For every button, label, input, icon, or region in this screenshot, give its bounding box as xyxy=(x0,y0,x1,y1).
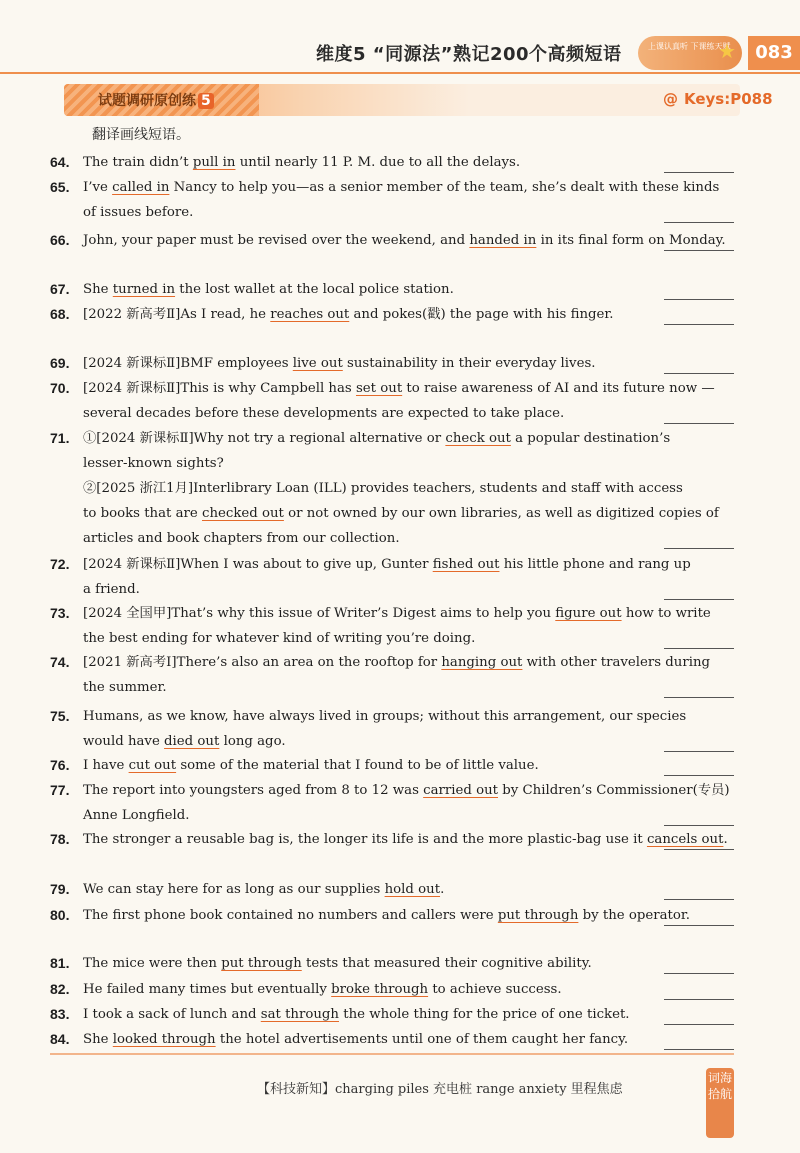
answer-blank[interactable] xyxy=(664,751,734,752)
underlined-phrase: put through xyxy=(221,956,302,971)
question-number: 84. xyxy=(50,1031,70,1047)
question-text-line: Humans, as we know, have always lived in groups; without this arrangement, our species xyxy=(83,709,687,724)
question-text-line: The report into youngsters aged from 8 to 12 was carried out by Children’s Commissioner(专员) xyxy=(83,783,730,798)
question-text-line: would have died out long ago. xyxy=(83,734,286,749)
underlined-phrase: carried out xyxy=(423,783,498,798)
answer-blank[interactable] xyxy=(664,548,734,549)
answer-blank[interactable] xyxy=(664,775,734,776)
underlined-phrase: died out xyxy=(164,734,220,749)
question-number: 76. xyxy=(50,757,70,773)
question-number: 80. xyxy=(50,907,70,923)
question-text-line: of issues before. xyxy=(83,205,194,220)
question-item xyxy=(50,552,740,602)
question-item xyxy=(50,827,740,852)
question-text-line: [2022 新高考Ⅱ]As I read, he reaches out and pokes(戳) the page with his finger. xyxy=(83,307,614,322)
underlined-phrase: set out xyxy=(355,381,403,396)
question-item xyxy=(50,1027,740,1052)
question-item xyxy=(50,150,740,175)
question-text-line: the best ending for whatever kind of writing you’re doing. xyxy=(83,631,476,646)
answer-blank[interactable] xyxy=(664,825,734,826)
question-number: 70. xyxy=(50,380,70,396)
question-text-line: I’ve called in Nancy to help you—as a senior member of the team, she’s dealt with these kinds xyxy=(83,180,720,195)
underlined-phrase: figure out xyxy=(555,606,622,621)
instruction: 翻译画线短语。 xyxy=(92,127,190,143)
question-item xyxy=(50,903,740,928)
question-number: 83. xyxy=(50,1006,70,1022)
question-number: 81. xyxy=(50,955,70,971)
question-number: 77. xyxy=(50,782,70,798)
answer-key-ref xyxy=(663,90,773,108)
answer-blank[interactable] xyxy=(664,373,734,374)
slogan-text: 上课认真听 下课练天赋 xyxy=(648,42,731,51)
answer-blank[interactable] xyxy=(664,423,734,424)
answer-blank[interactable] xyxy=(664,172,734,173)
answer-blank[interactable] xyxy=(664,1024,734,1025)
question-text-line: John, your paper must be revised over the weekend, and handed in in its final form on Monday. xyxy=(83,233,726,248)
question-number: 74. xyxy=(50,654,70,670)
question-text-line: a friend. xyxy=(83,582,140,597)
underlined-phrase: reaches out xyxy=(270,307,350,322)
question-text-line: to books that are checked out or not owned by our own libraries, as well as digitized copies of xyxy=(83,506,719,521)
underlined-phrase: called in xyxy=(112,180,170,195)
question-item xyxy=(50,426,740,551)
question-text-line: articles and book chapters from our collection. xyxy=(83,531,400,546)
question-text-line: the summer. xyxy=(83,680,167,695)
question-item xyxy=(50,376,740,426)
question-item xyxy=(50,175,740,225)
question-text-line: We can stay here for as long as our supplies hold out. xyxy=(83,882,445,897)
at-icon: @ xyxy=(663,90,678,108)
underlined-phrase: live out xyxy=(292,356,343,371)
question-text-line: The stronger a reusable bag is, the longer its life is and the more plastic-bag use it cancels out. xyxy=(83,832,728,847)
question-text-line: I took a sack of lunch and sat through the whole thing for the price of one ticket. xyxy=(83,1007,630,1022)
question-number: 67. xyxy=(50,281,70,297)
answer-blank[interactable] xyxy=(664,1049,734,1050)
question-text-line: He failed many times but eventually broke through to achieve success. xyxy=(83,982,562,997)
answer-blank[interactable] xyxy=(664,599,734,600)
question-text-line: [2024 全国甲]That’s why this issue of Writer’s Digest aims to help you figure out how to write xyxy=(83,606,711,621)
underlined-phrase: hold out xyxy=(384,882,441,897)
underlined-phrase: put through xyxy=(497,908,579,923)
answer-blank[interactable] xyxy=(664,697,734,698)
underlined-phrase: hanging out xyxy=(441,655,523,670)
side-tab: 词海拾航 xyxy=(706,1068,734,1138)
question-text-line: [2024 新课标Ⅱ]When I was about to give up, Gunter fished out his little phone and rang up xyxy=(83,557,691,572)
banner-title-text: 试题调研原创练 xyxy=(98,93,196,109)
question-number: 71. xyxy=(50,430,70,446)
answer-blank[interactable] xyxy=(664,999,734,1000)
underlined-phrase: broke through xyxy=(331,982,429,997)
question-text-line: Anne Longfield. xyxy=(83,808,190,823)
underlined-phrase: sat through xyxy=(260,1007,339,1022)
question-item xyxy=(50,601,740,651)
question-number: 82. xyxy=(50,981,70,997)
question-text-line: lesser-known sights? xyxy=(83,456,224,471)
answer-blank[interactable] xyxy=(664,250,734,251)
underlined-phrase: checked out xyxy=(202,506,284,521)
question-number: 65. xyxy=(50,179,70,195)
question-text-line: The train didn’t pull in until nearly 11 P. M. due to all the delays. xyxy=(83,155,521,170)
underlined-phrase: pull in xyxy=(192,155,236,170)
underlined-phrase: handed in xyxy=(469,233,537,248)
question-number: 75. xyxy=(50,708,70,724)
chapter-title: 维度5 “同源法”熟记200个高频短语 xyxy=(316,44,622,65)
question-item xyxy=(50,302,740,327)
question-text-line: ①[2024 新课标Ⅱ]Why not try a regional alternative or check out a popular destination’s xyxy=(83,431,671,446)
question-number: 69. xyxy=(50,355,70,371)
banner-number: 5 xyxy=(198,93,214,109)
underlined-phrase: fished out xyxy=(432,557,500,572)
answer-blank[interactable] xyxy=(664,222,734,223)
answer-blank[interactable] xyxy=(664,299,734,300)
question-item xyxy=(50,877,740,902)
header-rule xyxy=(0,72,800,74)
footer-tip: 【科技新知】charging piles 充电桩 range anxiety 里程焦虑 xyxy=(257,1082,623,1097)
question-number: 64. xyxy=(50,154,70,170)
question-item xyxy=(50,1002,740,1027)
underlined-phrase: cut out xyxy=(128,758,177,773)
answer-blank[interactable] xyxy=(664,849,734,850)
question-number: 68. xyxy=(50,306,70,322)
answer-blank[interactable] xyxy=(664,648,734,649)
question-number: 66. xyxy=(50,232,70,248)
answer-blank[interactable] xyxy=(664,973,734,974)
question-text-line: several decades before these developments are expected to take place. xyxy=(83,406,565,421)
question-text-line: The first phone book contained no numbers and callers were put through by the operator. xyxy=(83,908,691,923)
question-item xyxy=(50,951,740,976)
question-text-line: She turned in the lost wallet at the local police station. xyxy=(83,282,454,297)
section-banner xyxy=(64,84,773,116)
question-text-line: [2024 新课标Ⅱ]BMF employees live out sustainability in their everyday lives. xyxy=(83,356,596,371)
question-text-line: ②[2025 浙江1月]Interlibrary Loan (ILL) provides teachers, students and staff with access xyxy=(83,481,683,496)
question-number: 79. xyxy=(50,881,70,897)
keys-label: Keys:P088 xyxy=(684,90,773,108)
underlined-phrase: cancels out xyxy=(646,832,724,847)
bottom-rule xyxy=(50,1053,734,1055)
question-text-line: The mice were then put through tests that measured their cognitive ability. xyxy=(83,956,592,971)
question-item xyxy=(50,977,740,1002)
question-number: 73. xyxy=(50,605,70,621)
answer-blank[interactable] xyxy=(664,925,734,926)
answer-blank[interactable] xyxy=(664,899,734,900)
question-item xyxy=(50,351,740,376)
page-number: 083 xyxy=(748,36,800,70)
question-item xyxy=(50,704,740,754)
answer-blank[interactable] xyxy=(664,324,734,325)
underlined-phrase: looked through xyxy=(112,1032,216,1047)
underlined-phrase: check out xyxy=(445,431,511,446)
question-item xyxy=(50,753,740,778)
star-icon: ★ xyxy=(718,39,736,63)
banner-title xyxy=(98,90,214,110)
question-item xyxy=(50,778,740,828)
question-text-line: She looked through the hotel advertisements until one of them caught her fancy. xyxy=(83,1032,629,1047)
question-text-line: I have cut out some of the material that I found to be of little value. xyxy=(83,758,539,773)
question-number: 78. xyxy=(50,831,70,847)
question-item xyxy=(50,277,740,302)
question-number: 72. xyxy=(50,556,70,572)
question-item xyxy=(50,228,740,253)
underlined-phrase: turned in xyxy=(112,282,176,297)
question-item xyxy=(50,650,740,700)
question-text-line: [2024 新课标Ⅱ]This is why Campbell has set out to raise awareness of AI and its future now — xyxy=(83,381,715,396)
question-text-line: [2021 新高考Ⅰ]There’s also an area on the rooftop for hanging out with other travelers during xyxy=(83,655,711,670)
